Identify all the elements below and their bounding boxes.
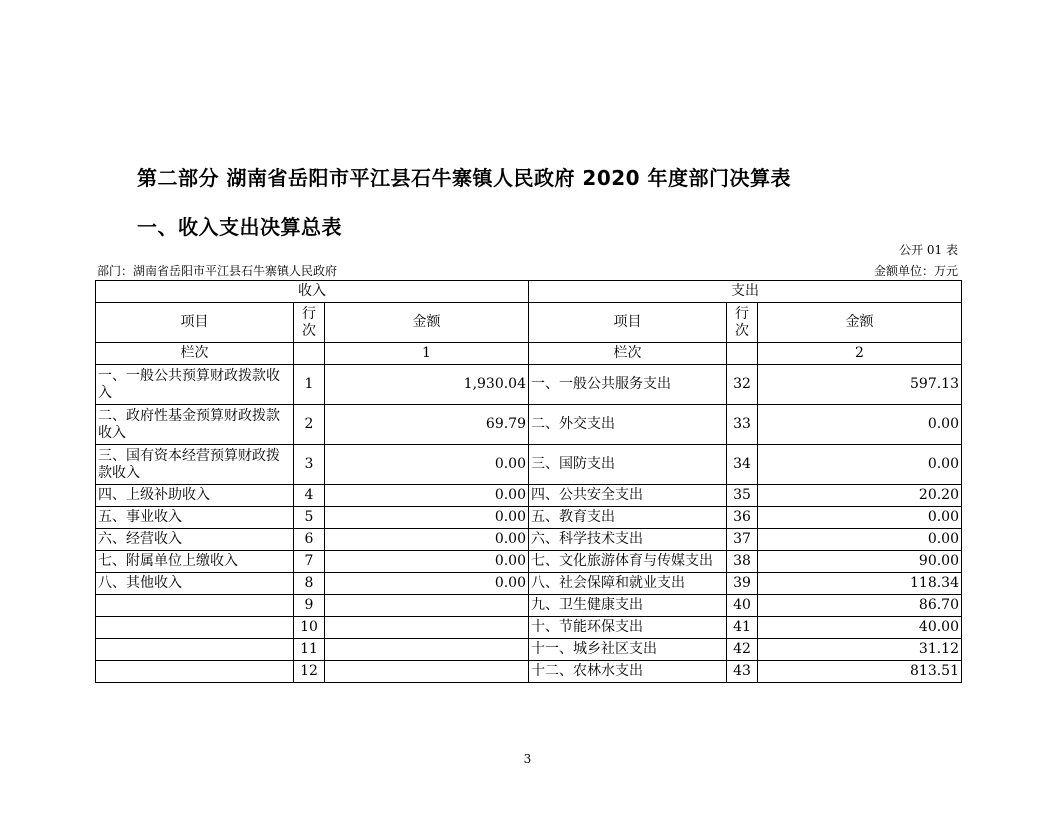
table-row	[96, 365, 962, 405]
income-item-cell: 三、国有资本经营预算财政拨款收入	[96, 445, 294, 485]
income-item-cell	[96, 595, 294, 617]
table-row	[96, 405, 962, 445]
table-row	[96, 551, 962, 573]
table-row	[96, 661, 962, 683]
expense-item-header: 项目	[529, 303, 727, 343]
expense-amount-cell: 597.13	[758, 365, 962, 405]
expense-item-cell: 八、社会保障和就业支出	[529, 573, 727, 595]
income-amount-cell	[325, 639, 529, 661]
income-amount-cell: 69.79	[325, 405, 529, 445]
table-row	[96, 617, 962, 639]
amount-unit-label: 金额单位：万元	[873, 264, 958, 278]
department-label: 部门：湖南省岳阳市平江县石牛寨镇人民政府	[97, 264, 338, 278]
expense-item-cell: 十二、农林水支出	[529, 661, 727, 683]
income-item-cell: 六、经营收入	[96, 529, 294, 551]
expense-item-cell: 六、科学技术支出	[529, 529, 727, 551]
expense-row-number-cell: 40	[727, 595, 758, 617]
expense-index-label: 栏次	[529, 343, 727, 365]
expense-item-cell: 一、一般公共服务支出	[529, 365, 727, 405]
income-amount-cell: 0.00	[325, 573, 529, 595]
income-item-cell	[96, 617, 294, 639]
income-item-header: 项目	[96, 303, 294, 343]
expense-row-number-cell: 32	[727, 365, 758, 405]
expense-row-number-cell: 41	[727, 617, 758, 639]
income-row-number-cell: 3	[294, 445, 325, 485]
expense-row-number-cell: 33	[727, 405, 758, 445]
income-amount-cell	[325, 617, 529, 639]
table-row	[96, 529, 962, 551]
expense-row-number-cell: 36	[727, 507, 758, 529]
income-amount-cell: 0.00	[325, 507, 529, 529]
income-item-cell	[96, 661, 294, 683]
income-amount-cell	[325, 661, 529, 683]
income-amount-header: 金额	[325, 303, 529, 343]
page-number: 3	[523, 752, 532, 766]
expense-amount-header: 金额	[758, 303, 962, 343]
income-amount-cell: 0.00	[325, 445, 529, 485]
expense-item-cell: 七、文化旅游体育与传媒支出	[529, 551, 727, 573]
expense-item-cell: 四、公共安全支出	[529, 485, 727, 507]
income-item-cell	[96, 639, 294, 661]
expense-amount-cell: 0.00	[758, 507, 962, 529]
income-row-number-cell: 6	[294, 529, 325, 551]
table-group-header-row	[96, 281, 962, 303]
income-item-cell: 五、事业收入	[96, 507, 294, 529]
expense-row-header: 行次	[727, 303, 758, 343]
income-amount-cell: 0.00	[325, 529, 529, 551]
expense-amount-cell: 118.34	[758, 573, 962, 595]
income-amount-cell: 1,930.04	[325, 365, 529, 405]
income-row-number-cell: 4	[294, 485, 325, 507]
expense-item-cell: 十一、城乡社区支出	[529, 639, 727, 661]
expense-item-cell: 十、节能环保支出	[529, 617, 727, 639]
income-row-number-cell: 2	[294, 405, 325, 445]
expense-amount-cell: 20.20	[758, 485, 962, 507]
expense-item-cell: 二、外交支出	[529, 405, 727, 445]
income-row-number-cell: 10	[294, 617, 325, 639]
income-amount-cell	[325, 595, 529, 617]
income-column-number: 1	[325, 343, 529, 365]
income-item-cell: 一、一般公共预算财政拨款收入	[96, 365, 294, 405]
section-title: 一、收入支出决算总表	[137, 215, 342, 239]
income-amount-cell: 0.00	[325, 551, 529, 573]
income-row-number-cell: 12	[294, 661, 325, 683]
expense-item-cell: 五、教育支出	[529, 507, 727, 529]
expense-row-number-cell: 43	[727, 661, 758, 683]
table-column-header-row	[96, 303, 962, 343]
income-header: 收入	[96, 281, 529, 303]
income-amount-cell: 0.00	[325, 485, 529, 507]
form-number: 公开 01 表	[899, 243, 958, 257]
expense-amount-cell: 0.00	[758, 405, 962, 445]
expense-row-number-cell: 34	[727, 445, 758, 485]
income-index-label: 栏次	[96, 343, 294, 365]
expense-row-number-cell: 37	[727, 529, 758, 551]
table-row	[96, 485, 962, 507]
expense-amount-cell: 86.70	[758, 595, 962, 617]
table-index-row	[96, 343, 962, 365]
income-row-header: 行次	[294, 303, 325, 343]
page-title: 第二部分 湖南省岳阳市平江县石牛寨镇人民政府 2020 年度部门决算表	[137, 166, 792, 190]
income-index-empty	[294, 343, 325, 365]
income-row-number-cell: 8	[294, 573, 325, 595]
expense-amount-cell: 813.51	[758, 661, 962, 683]
expense-amount-cell: 0.00	[758, 529, 962, 551]
table-row	[96, 639, 962, 661]
income-item-cell: 四、上级补助收入	[96, 485, 294, 507]
expense-row-number-cell: 42	[727, 639, 758, 661]
income-item-cell: 七、附属单位上缴收入	[96, 551, 294, 573]
expense-item-cell: 九、卫生健康支出	[529, 595, 727, 617]
expense-index-empty	[727, 343, 758, 365]
expense-amount-cell: 90.00	[758, 551, 962, 573]
expense-row-number-cell: 39	[727, 573, 758, 595]
expense-item-cell: 三、国防支出	[529, 445, 727, 485]
expense-header: 支出	[529, 281, 962, 303]
expense-column-number: 2	[758, 343, 962, 365]
income-item-cell: 二、政府性基金预算财政拨款收入	[96, 405, 294, 445]
income-row-number-cell: 9	[294, 595, 325, 617]
table-row	[96, 445, 962, 485]
expense-row-number-cell: 35	[727, 485, 758, 507]
income-row-number-cell: 11	[294, 639, 325, 661]
income-row-number-cell: 5	[294, 507, 325, 529]
expense-amount-cell: 0.00	[758, 445, 962, 485]
table-row	[96, 573, 962, 595]
income-item-cell: 八、其他收入	[96, 573, 294, 595]
expense-amount-cell: 40.00	[758, 617, 962, 639]
income-row-number-cell: 1	[294, 365, 325, 405]
table-row	[96, 595, 962, 617]
income-expense-table	[95, 280, 962, 683]
table-row	[96, 507, 962, 529]
income-row-number-cell: 7	[294, 551, 325, 573]
expense-row-number-cell: 38	[727, 551, 758, 573]
expense-amount-cell: 31.12	[758, 639, 962, 661]
